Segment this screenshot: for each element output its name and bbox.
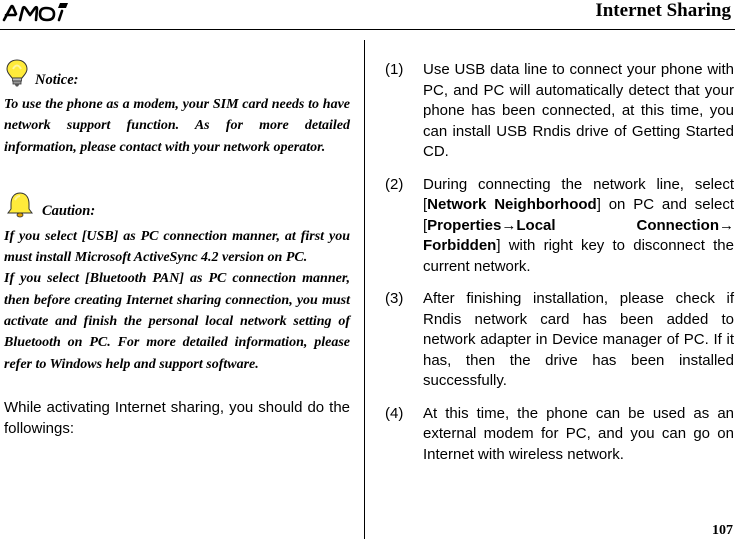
list-item — [385, 175, 735, 278]
notice-text: To use the phone as a modem, your SIM card needs to have network support function. As for more detailed information, please contact with your network operator. — [4, 97, 350, 155]
list-item — [385, 404, 735, 466]
bell-icon — [4, 190, 36, 218]
column-divider — [364, 40, 365, 539]
step-text: During connecting the network line, select [Network Neighborhood] on PC and select [Properties→Local Connection→ Forbidden] with right key to disconnect the current network. — [423, 175, 734, 275]
notice-box — [4, 58, 350, 158]
intro-text: While activating Internet sharing, you should do the followings: — [4, 398, 350, 438]
page-number: 107 — [712, 523, 733, 538]
left-column — [4, 58, 350, 440]
notice-label: Notice: — [35, 72, 79, 88]
step-number: (2) — [385, 175, 404, 193]
properties-path-label: Properties→Local Connection→ Forbidden — [423, 216, 734, 254]
step-text: Use USB data line to connect your phone with PC, and PC will automatically detect that your phone has been connected, at this time, you can install USB Rndis drive of Getting Started CD. — [423, 61, 734, 160]
steps-list — [385, 60, 735, 477]
step-number: (4) — [385, 404, 404, 422]
caution-text-bluetooth: If you select [Bluetooth PAN] as PC connection manner, then before creating Internet sharing connection, you must activate and finish the personal local network setting of Bluetooth on PC. For more detailed information, please refer to Windows help and support software. — [4, 271, 350, 372]
list-item — [385, 289, 735, 392]
lightbulb-icon — [4, 58, 30, 88]
amoi-logo — [2, 2, 74, 22]
step-text: At this time, the phone can be used as an external modem for PC, and you can go on Internet with wireless network. — [423, 404, 734, 463]
step-number: (1) — [385, 61, 404, 78]
list-item — [385, 60, 735, 163]
caution-box — [4, 190, 350, 375]
caution-text-usb: If you select [USB] as PC connection manner, at first you must install Microsoft ActiveSync 4.2 version on PC. — [4, 228, 350, 266]
network-neighborhood-label: Network Neighborhood — [427, 196, 597, 213]
header-rule — [0, 29, 735, 30]
step-number: (3) — [385, 290, 404, 307]
section-title: Internet Sharing — [595, 0, 731, 21]
caution-label: Caution: — [42, 202, 96, 219]
step-text: After finishing installation, please check if Rndis network card has been added to network adapter in Device manager of PC. If it has, then the drive has been installed successfully. — [423, 290, 734, 389]
